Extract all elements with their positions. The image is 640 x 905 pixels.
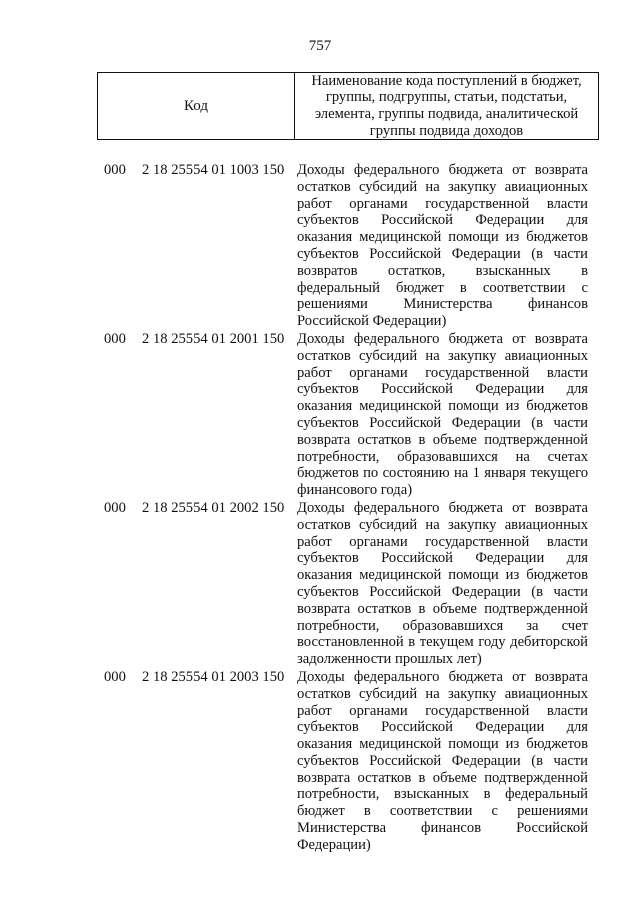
entry-revenue-code: 2 18 25554 01 2003 150 [142, 668, 285, 685]
description-line: Доходы федерального бюджета от возврата [297, 499, 588, 516]
description-line: возвратов остатков, взысканных в [297, 262, 588, 279]
description-line: остатков субсидий на закупку авиационных [297, 178, 588, 195]
description-line: работ органами государственной власти [297, 195, 588, 212]
list-item [0, 162, 640, 330]
description-line: Российской Федерации) [297, 313, 447, 330]
entry-admin-code: 000 [104, 499, 126, 516]
entries-list [0, 162, 640, 855]
description-line: бюджетов по состоянию на 1 января текущего [297, 465, 588, 482]
description-line: Доходы федерального бюджета от возврата [297, 330, 588, 347]
description-line: работ органами государственной власти [297, 364, 588, 381]
description-line: оказания медицинской помощи из бюджетов [297, 229, 588, 246]
description-line: субъектов Российской Федерации (в части [297, 752, 588, 769]
description-line: возврата остатков в объеме подтвержденной [297, 600, 588, 617]
description-line: решениями Министерства финансов [297, 296, 588, 313]
description-line: субъектов Российской Федерации для [297, 719, 588, 736]
description-line: остатков субсидий на закупку авиационных [297, 516, 588, 533]
list-item [0, 331, 640, 499]
description-line: оказания медицинской помощи из бюджетов [297, 736, 588, 753]
description-line: потребности, взысканных в федеральный [297, 786, 588, 803]
description-line: остатков субсидий на закупку авиационных [297, 347, 588, 364]
page-number: 757 [308, 38, 332, 54]
entry-admin-code: 000 [104, 162, 126, 178]
description-line: Федерации) [297, 836, 371, 853]
description-line: восстановленной в текущем году дебиторской [297, 634, 588, 651]
list-item [0, 669, 640, 854]
entry-admin-code: 000 [104, 330, 126, 347]
description-line: работ органами государственной власти [297, 533, 588, 550]
description-line: Доходы федерального бюджета от возврата [297, 668, 588, 685]
table-header [97, 72, 599, 140]
entry-revenue-code: 2 18 25554 01 2002 150 [142, 499, 285, 516]
entry-description [297, 669, 588, 854]
list-item [0, 500, 640, 668]
description-line: субъектов Российской Федерации (в части [297, 414, 588, 431]
header-code-cell: Код [98, 73, 295, 139]
entry-admin-code: 000 [104, 668, 126, 685]
description-line: бюджет в соответствии с решениями [297, 803, 588, 820]
description-line: Министерства финансов Российской [297, 820, 588, 837]
description-line: работ органами государственной власти [297, 702, 588, 719]
description-line: субъектов Российской Федерации для [297, 212, 588, 229]
entry-description [297, 162, 588, 330]
description-line: остатков субсидий на закупку авиационных [297, 685, 588, 702]
description-line: потребности, образовавшихся за счет [297, 617, 588, 634]
entry-revenue-code: 2 18 25554 01 1003 150 [142, 162, 285, 178]
description-line: Доходы федерального бюджета от возврата [297, 162, 588, 178]
description-line: потребности, образовавшихся на счетах [297, 448, 588, 465]
description-line: возврата остатков в объеме подтвержденной [297, 431, 588, 448]
entry-description [297, 500, 588, 668]
description-line: возврата остатков в объеме подтвержденной [297, 769, 588, 786]
description-line: оказания медицинской помощи из бюджетов [297, 398, 588, 415]
description-line: субъектов Российской Федерации для [297, 550, 588, 567]
description-line: финансового года) [297, 482, 413, 499]
description-line: задолженности прошлых лет) [297, 651, 482, 668]
header-name-cell: Наименование кода поступлений в бюджет, группы, подгруппы, статьи, подстатьи, элемента, группы подвида, аналитической группы подвида доходов [311, 72, 582, 139]
description-line: оказания медицинской помощи из бюджетов [297, 567, 588, 584]
entry-description [297, 331, 588, 499]
description-line: субъектов Российской Федерации (в части [297, 583, 588, 600]
description-line: субъектов Российской Федерации (в части [297, 245, 588, 262]
description-line: федеральный бюджет в соответствии с [297, 279, 588, 296]
entry-revenue-code: 2 18 25554 01 2001 150 [142, 330, 285, 347]
description-line: субъектов Российской Федерации для [297, 381, 588, 398]
